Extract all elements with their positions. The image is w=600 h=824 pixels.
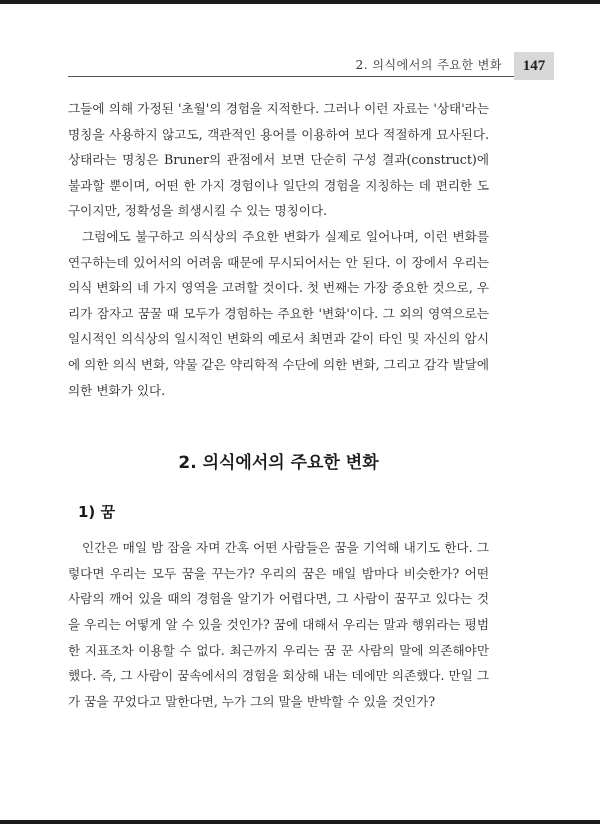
paragraph-3: 인간은 매일 밤 잠을 자며 간혹 어떤 사람들은 꿈을 기억해 내기도 한다. 그렇다면 우리는 모두 꿈을 꾸는가? 우리의 꿈은 매일 밤마다 비슷한가? 어떤 사람의 깨어 있을 때의 경험을 알기가 어렵다면, 그 사람이 꿈꾸고 있다는 것을 우리는 어떻게 알 수 있을 것인가? 꿈에 대해서 우리는 말과 행위라는 평범한 지표조차 이용할 수 없다. 최근까지 우리는 꿈 꾼 사람의 말에 의존해야만 했다. 즉, 그 사람이 꿈속에서의 경험을 회상해 내는 데에만 의존했다. 만일 그가 꿈을 꾸었다고 말한다면, 누가 그의 말을 반박할 수 있을 것인가? bbox=[68, 540, 490, 709]
running-header bbox=[68, 50, 532, 77]
running-title: 2. 의식에서의 주요한 변화 bbox=[355, 58, 502, 72]
subsection-heading: 1) 꿈 bbox=[78, 503, 116, 522]
section-heading: 2. 의식에서의 주요한 변화 bbox=[178, 453, 379, 474]
page-number: 147 bbox=[514, 52, 554, 80]
bottom-border bbox=[0, 820, 600, 824]
paragraph-2: 그럼에도 불구하고 의식상의 주요한 변화가 실제로 일어나며, 이런 변화를 연구하는데 있어서의 어려움 때문에 무시되어서는 안 된다. 이 장에서 우리는 의식 변화의 네 가지 영역을 고려할 것이다. 첫 번째는 가장 중요한 것으로, 우리가 잠자고 꿈꿀 때 모두가 경험하는 주요한 '변화'이다. 그 외의 영역으로는 일시적인 의식상의 일시적인 변화의 예로서 최면과 같이 타인 및 자신의 암시에 의한 의식 변화, 약물 같은 약리학적 수단에 의한 변화, 그리고 감각 발달에 의한 변화가 있다. bbox=[68, 228, 490, 398]
top-border bbox=[0, 0, 600, 4]
page-body bbox=[68, 96, 489, 714]
paragraph-1: 그들에 의해 가정된 '초월'의 경험을 지적한다. 그러나 이런 자료는 '상태'라는 명칭을 사용하지 않고도, 객관적인 용어를 이용하여 보다 적절하게 묘사된다. 상태라는 명칭은 Bruner의 관점에서 보면 단순히 구성 결과(construct)에 불과할 뿐이며, 어떤 한 가지 경험이나 일단의 경험을 지칭하는 데 편리한 도구이지만, 정확성을 희생시킬 수 있는 명칭이다. bbox=[68, 101, 489, 219]
